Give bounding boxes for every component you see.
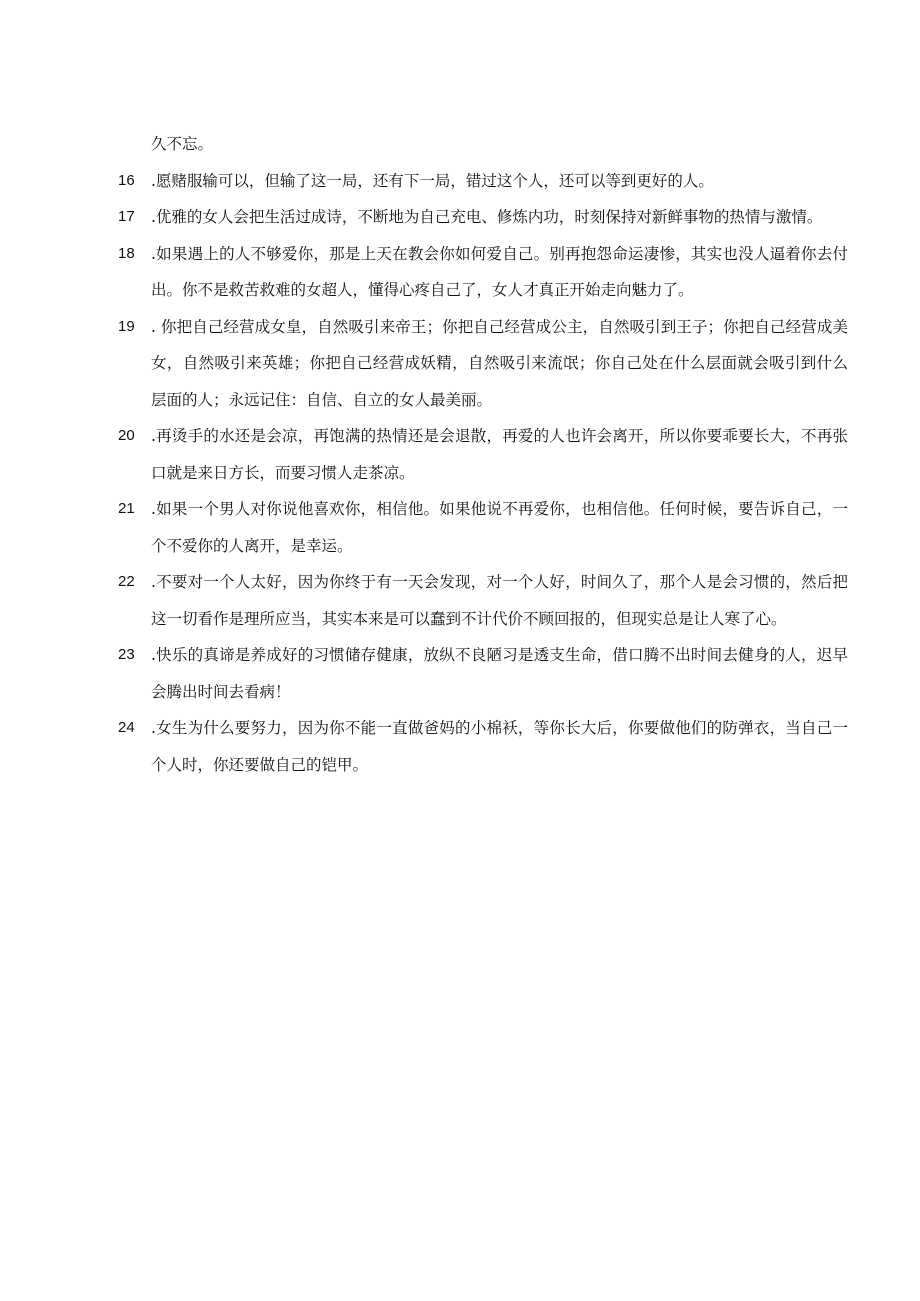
item-number: 19 bbox=[118, 317, 135, 335]
item-text: .快乐的真谛是养成好的习惯储存健康，放纵不良陋习是透支生命，借口腾不出时间去健身的人，迟早会腾出时间去看病！ bbox=[151, 646, 848, 701]
item-text: .如果一个男人对你说他喜欢你，相信他。如果他说不再爱你，也相信他。任何时候，要告诉自己，一个不爱你的人离开，是幸运。 bbox=[151, 500, 848, 555]
item-number: 18 bbox=[118, 244, 135, 262]
item-number: 23 bbox=[118, 646, 135, 663]
item-number: 24 bbox=[118, 719, 135, 736]
item-text: .不要对一个人太好，因为你终于有一天会发现，对一个人好，时间久了，那个人是会习惯的，然后把这一切看作是理所应当，其实本来是可以蠢到不计代价不顾回报的，但现实总是让人寒了心。 bbox=[151, 573, 848, 628]
item-number: 21 bbox=[118, 500, 135, 517]
list-item bbox=[118, 199, 848, 236]
list-item bbox=[118, 236, 848, 309]
list-item bbox=[118, 564, 848, 637]
item-number: 17 bbox=[118, 208, 135, 225]
continuation-text: 久不忘。 bbox=[151, 135, 214, 153]
item-text: .再烫手的水还是会凉，再饱满的热情还是会退散，再爱的人也许会离开，所以你要乖要长大，不再张口就是来日方长，而要习惯人走茶凉。 bbox=[151, 427, 848, 482]
item-number: 16 bbox=[118, 171, 135, 189]
continuation-line bbox=[118, 126, 848, 163]
item-text: .如果遇上的人不够爱你，那是上天在教会你如何爱自己。别再抱怨命运凄惨，其实也没人逼着你去付出。你不是救苦救难的女超人，懂得心疼自己了，女人才真正开始走向魅力了。 bbox=[151, 244, 848, 299]
list-item bbox=[118, 418, 848, 491]
item-text: .优雅的女人会把生活过成诗，不断地为自己充电、修炼内功，时刻保持对新鲜事物的热情与激情。 bbox=[151, 208, 823, 226]
item-text: .女生为什么要努力，因为你不能一直做爸妈的小棉袄，等你长大后，你要做他们的防弹衣，当自己一个人时，你还要做自己的铠甲。 bbox=[151, 719, 848, 774]
list-item bbox=[118, 637, 848, 710]
list-item bbox=[118, 309, 848, 419]
list-item bbox=[118, 710, 848, 783]
list-item bbox=[118, 491, 848, 564]
item-text: .愿赌服输可以，但输了这一局，还有下一局，错过这个人，还可以等到更好的人。 bbox=[151, 171, 714, 190]
document-body bbox=[118, 126, 848, 783]
item-number: 22 bbox=[118, 573, 135, 590]
item-text: . 你把自己经营成女皇，自然吸引来帝王；你把自己经营成公主，自然吸引到王子；你把自己经营成美女，自然吸引来英雄；你把自己经营成妖精，自然吸引来流氓；你自己处在什么层面就会吸引到什么层面的人；永远记住：自信、自立的女人最美丽。 bbox=[151, 317, 848, 409]
list-item bbox=[118, 163, 848, 200]
item-number: 20 bbox=[118, 427, 135, 444]
